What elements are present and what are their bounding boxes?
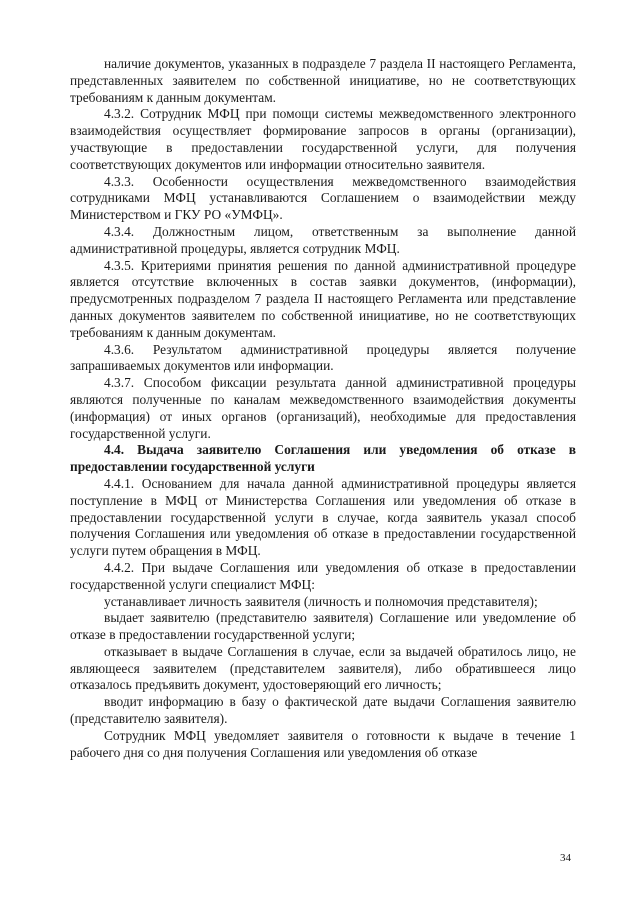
paragraph: 4.3.5. Критериями принятия решения по данной административной процедуре является отсутствие включенных в состав заявки документов, (информации), предусмотренных подразделом 7 раздела II настоящего Регламента или представление данных документов заявителем по собственной инициативе, но не соответствующих требованиям к данным документам.	[70, 257, 576, 340]
paragraph: 4.4.2. При выдаче Соглашения или уведомления об отказе в предоставлении государственной услуги специалист МФЦ:	[70, 559, 576, 592]
paragraph: устанавливает личность заявителя (личность и полномочия представителя);	[104, 593, 538, 609]
paragraph: 4.3.7. Способом фиксации результата данной административной процедуры являются полученные по каналам межведомственного взаимодействия документы (информация) от иных органов (организаций), необходимые для предоставления государственной услуги.	[70, 375, 576, 441]
paragraph: 4.4.1. Основанием для начала данной административной процедуры является поступление в МФЦ от Министерства Соглашения или уведомления об отказе в предоставлении государственной услуги в случае, когда заявитель указал способ получения Соглашения или уведомления об отказе в предоставлении государственной услуги путем обращения в МФЦ.	[70, 475, 576, 559]
paragraph: 4.3.2. Сотрудник МФЦ при помощи системы межведомственного электронного взаимодействия осуществляет формирование запросов в органы (организации), участвующие в предоставлении государственной услуги, для получения соответствующих документов или информации относительно заявителя.	[70, 106, 576, 172]
paragraph: 4.3.6. Результатом административной процедуры является получение запрашиваемых документов или информации.	[70, 341, 576, 374]
paragraph: выдает заявителю (представителю заявителя) Соглашение или уведомление об отказе в предоставлении государственной услуги;	[70, 610, 576, 643]
paragraph: отказывает в выдаче Соглашения в случае, если за выдачей обратилось лицо, не являющееся заявителем (представителем заявителя), либо обратившееся лицо отказалось предъявить документ, удостоверяющий его личность;	[70, 643, 576, 693]
section-heading: 4.4. Выдача заявителю Соглашения или уведомления об отказе в предоставлении государственной услуги	[70, 442, 576, 475]
paragraph: 4.3.4. Должностным лицом, ответственным за выполнение данной административной процедуры, является сотрудник МФЦ.	[70, 223, 576, 256]
paragraph: наличие документов, указанных в подразделе 7 раздела II настоящего Регламента, представленных заявителем по собственной инициативе, но не соответствующих требованиям к данным документам.	[70, 56, 576, 105]
paragraph: Сотрудник МФЦ уведомляет заявителя о готовности к выдаче в течение 1 рабочего дня со дня получения Соглашения или уведомления об отказе	[70, 727, 576, 760]
page-number: 34	[560, 852, 571, 864]
paragraph: вводит информацию в базу о фактической дате выдачи Соглашения заявителю (представителю заявителя).	[70, 694, 576, 727]
document-body	[70, 56, 576, 761]
paragraph: 4.3.3. Особенности осуществления межведомственного взаимодействия сотрудниками МФЦ устанавливаются Соглашением о взаимодействии между Министерством и ГКУ РО «УМФЦ».	[70, 173, 576, 223]
